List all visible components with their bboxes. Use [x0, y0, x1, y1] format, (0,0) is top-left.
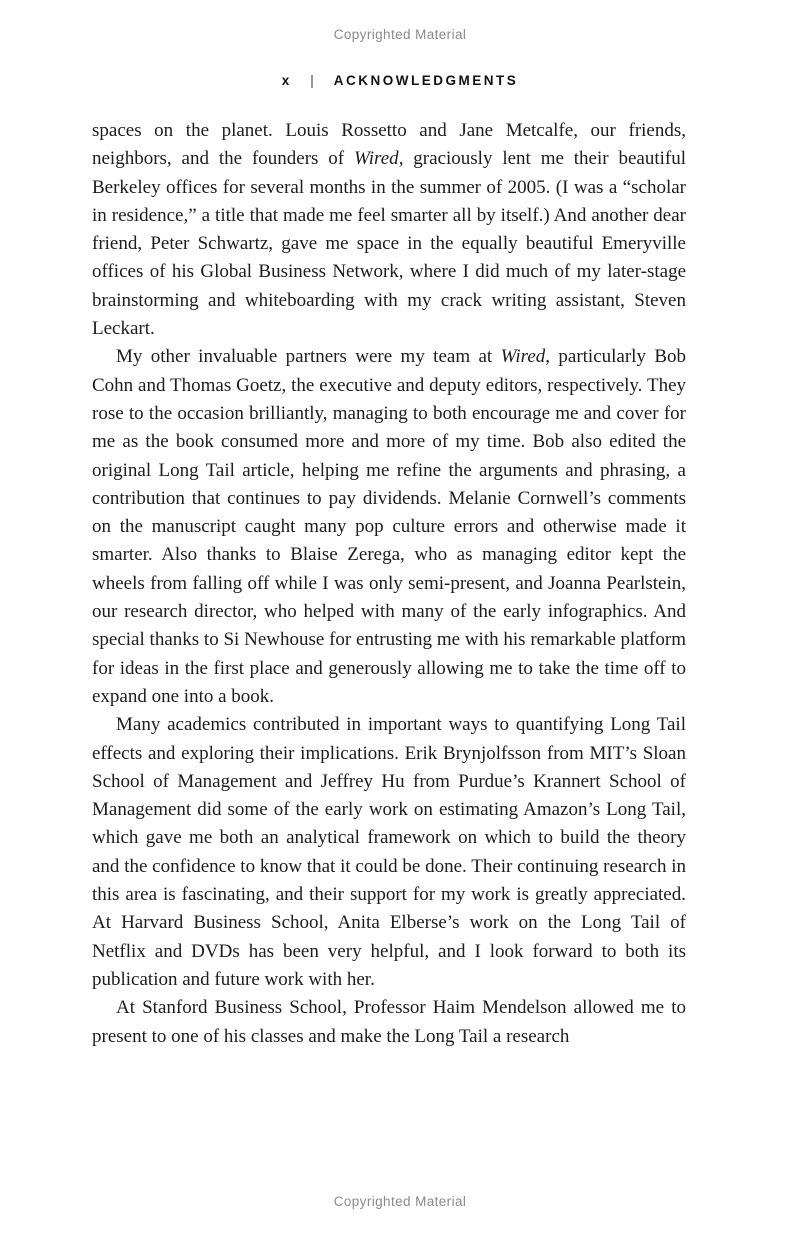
copyright-notice-top: Copyrighted Material [333, 27, 467, 42]
paragraph [92, 117, 686, 343]
italic-text: Wired [354, 148, 399, 170]
text-segment: Many academics contributed in important ways to quantifying Long Tail effects and exploring their implications. Erik Brynjolfsson from MIT’s Sloan School of Management and Jeffrey Hu from Purdue’s Krannert School of Management did some of the early work on estimating Amazon’s Long Tail, which gave me both an analytical framework on which to build the theory and the confidence to know that it could be done. Their continuing research in this area is fascinating, and their support for my work is greatly appreciated. At Harvard Business School, Anita Elberse’s work on the Long Tail of Netflix and DVDs has been very helpful, and I look forward to both its publication and future work with her. [92, 714, 686, 990]
text-segment: spaces on the planet. Louis Rossetto and Jane Metcalfe, our friends, neighbors, and the founders of [92, 120, 686, 170]
paragraph [92, 994, 686, 1051]
text-segment: At Stanford Business School, Professor Haim Mendelson allowed me to present to one of his classes and make the Long Tail a research [92, 997, 686, 1047]
paragraph [92, 343, 686, 711]
header-separator: | [310, 73, 314, 88]
text-segment: , graciously lent me their beautiful Berkeley offices for several months in the summer of 2005. (I was a “scholar in residence,” a title that made me feel smarter all by itself.) And another dear friend, Peter Schwartz, gave me space in the equally beautiful Emeryville offices of his Global Business Network, where I did much of my later-stage brainstorming and whiteboarding with my crack writing assistant, Steven Leckart. [92, 148, 686, 340]
text-segment: My other invaluable partners were my team at [116, 346, 501, 368]
page-header [0, 73, 800, 88]
page-number: x [281, 73, 291, 88]
copyright-notice-bottom: Copyrighted Material [333, 1194, 467, 1209]
chapter-title: ACKNOWLEDGMENTS [333, 73, 519, 88]
text-segment: , particularly Bob Cohn and Thomas Goetz, the executive and deputy editors, respectively. They rose to the occasion brilliantly, managing to both encourage me and cover for me as the book consumed more and more of my time. Bob also edited the original Long Tail article, helping me refine the arguments and phrasing, a contribution that continues to pay dividends. Melanie Cornwell’s comments on the manuscript caught many pop culture errors and otherwise made it smarter. Also thanks to Blaise Zerega, who as managing editor kept the wheels from falling off while I was only semi-present, and Joanna Pearlstein, our research director, who helped with many of the early infographics. And special thanks to Si Newhouse for entrusting me with his remarkable platform for ideas in the first place and generously allowing me to take the time off to expand one into a book. [92, 346, 687, 707]
italic-text: Wired [500, 346, 546, 368]
body-text [92, 117, 686, 1051]
paragraph [92, 711, 686, 994]
